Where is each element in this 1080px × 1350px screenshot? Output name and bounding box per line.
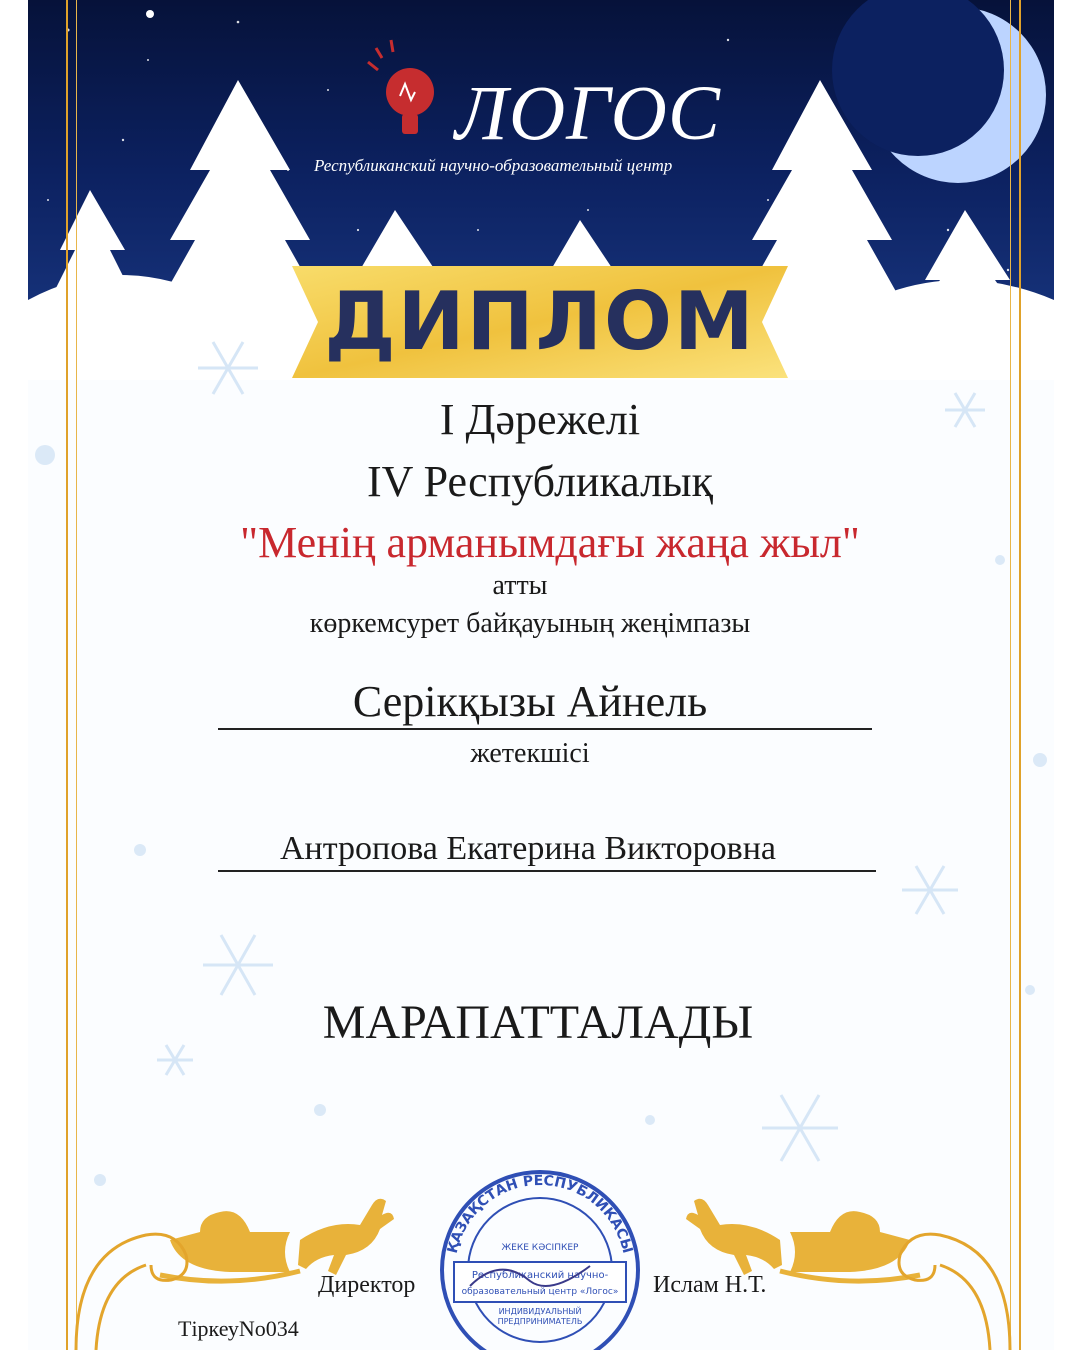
stamp-line-5: ПРЕДПРИНИМАТЕЛЬ xyxy=(497,1317,583,1326)
level-text: IV Республикалық xyxy=(367,457,713,506)
supervisor-name: Антропова Екатерина Викторовна xyxy=(279,830,777,867)
director-name: Ислам Н.Т. xyxy=(653,1272,767,1298)
stamp-line-3: образовательный центр «Логос» xyxy=(461,1287,619,1297)
contest-name: "Менің арманымдағы жаңа жыл" xyxy=(240,518,860,567)
diploma-title: ДИПЛОМ xyxy=(324,275,756,368)
atty-text: атты xyxy=(492,570,548,601)
winner-name: Серікқызы Айнель xyxy=(352,677,708,726)
director-label: Директор xyxy=(318,1272,416,1298)
contest-type-text: көркемсурет байқауының жеңімпазы xyxy=(309,608,751,639)
stamp-line-2: Республиканский научно- xyxy=(471,1270,609,1281)
supervisor-label: жетекшісі xyxy=(470,738,590,769)
awarded-text: МАРАПАТТАЛАДЫ xyxy=(322,996,754,1049)
stamp-top-text: ҚАЗАҚСТАН РЕСПУБЛИКАСЫ xyxy=(444,1172,636,1256)
stamp-line-1: ЖЕКЕ КӘСІПКЕР xyxy=(501,1243,579,1253)
logo-subtitle: Республиканский научно-образовательный центр xyxy=(314,156,673,175)
degree-text: I Дәрежелі xyxy=(439,395,641,444)
logo-name: ЛОГОС xyxy=(455,69,721,156)
registration-number: ТіркеуNo034 xyxy=(178,1316,299,1341)
stamp-line-4: ИНДИВИДУАЛЬНЫЙ xyxy=(498,1307,582,1316)
